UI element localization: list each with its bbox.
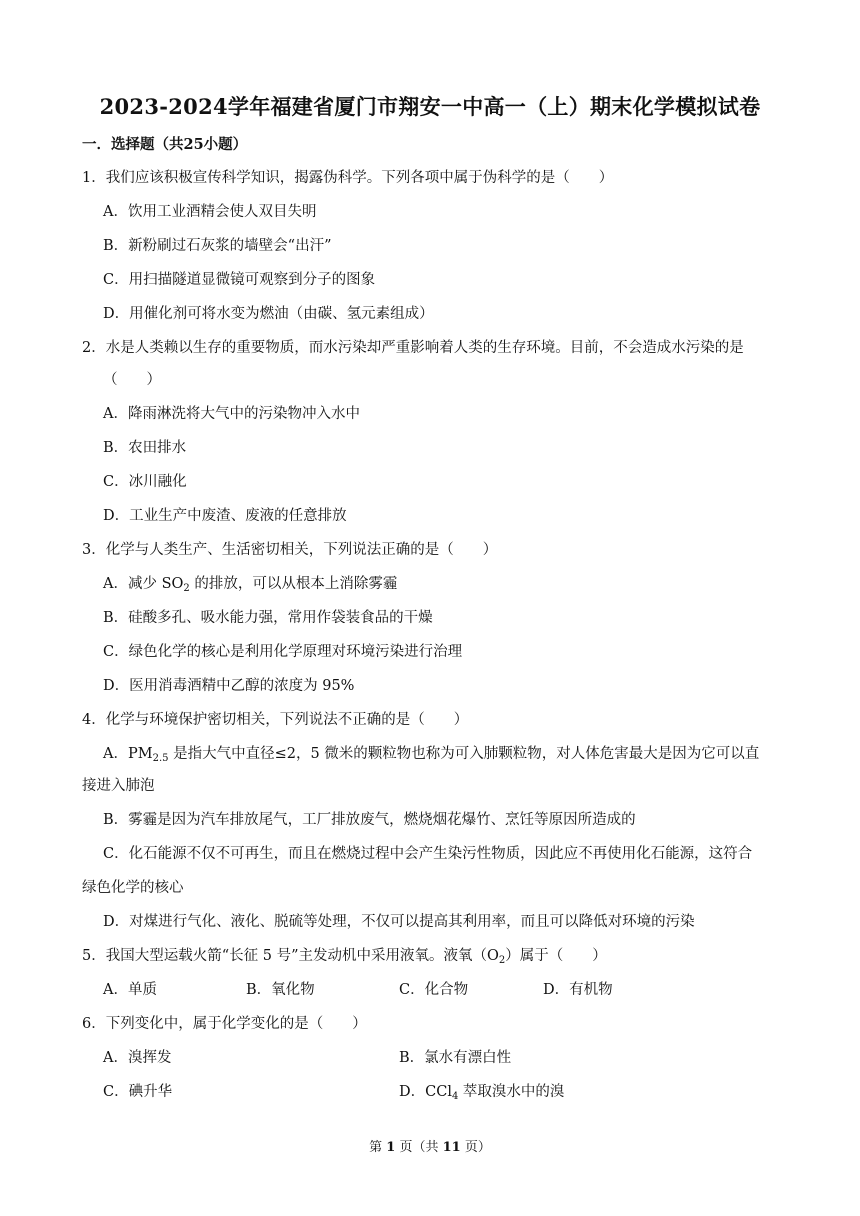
- question-5-option-a: A．单质: [103, 982, 157, 998]
- question-3-option-a-text-end: 的排放，可以从根本上消除雾霾: [189, 576, 398, 592]
- question-4-option-a-text: A．PM: [103, 746, 153, 762]
- question-4-option-c: C．化石能源不仅不可再生，而且在燃烧过程中会产生染污性物质，因此应不再使用化石能源，这符合: [103, 846, 753, 862]
- question-3-option-c: C．绿色化学的核心是利用化学原理对环境污染进行治理: [103, 644, 463, 660]
- question-4-option-a-continued: 接进入肺泡: [82, 778, 155, 794]
- question-3-option-a: [103, 574, 397, 594]
- subscript: 2: [183, 583, 190, 594]
- question-3-option-a-text: A．减少 SO: [103, 576, 184, 592]
- exam-title: 2023-2024学年福建省厦门市翔安一中高一（上）期末化学模拟试卷: [99, 94, 761, 119]
- question-4-option-a-text-end: 是指大气中直径≤2，5 微米的颗粒物也称为可入肺颗粒物，对人体危害最大是因为它可以直: [168, 746, 760, 762]
- question-1-option-b: B．新粉刷过石灰浆的墙壁会“出汗”: [103, 238, 332, 254]
- question-6-option-b: B．氯水有漂白性: [399, 1050, 512, 1066]
- question-4-option-d: D．对煤进行气化、液化、脱硫等处理，不仅可以提高其利用率，而且可以降低对环境的污染: [103, 914, 695, 930]
- question-5-stem-text: 5．我国大型运载火箭“长征 5 号”主发动机中采用液氧。液氧（O: [82, 948, 499, 964]
- question-3-option-b: B．硅酸多孔、吸水能力强，常用作袋装食品的干燥: [103, 610, 433, 626]
- subscript: 4: [451, 1091, 459, 1102]
- page-total: 11: [442, 1140, 461, 1155]
- question-5-option-d: D．有机物: [543, 982, 613, 998]
- question-5-stem: [82, 946, 607, 966]
- page-footer: [0, 1136, 860, 1155]
- question-5-stem-text-end: ）属于（ ）: [505, 948, 607, 964]
- question-6-option-d-text: D．CCl: [399, 1084, 452, 1100]
- question-1-option-c: C．用扫描隧道显微镜可观察到分子的图象: [103, 272, 376, 288]
- question-4-stem: 4．化学与环境保护密切相关，下列说法不正确的是（ ）: [82, 712, 469, 728]
- question-6-option-d-text-end: 萃取溴水中的溴: [458, 1084, 565, 1100]
- question-6-option-a: A．溴挥发: [103, 1050, 172, 1066]
- question-1-stem: 1．我们应该积极宣传科学知识，揭露伪科学。下列各项中属于伪科学的是（ ）: [82, 170, 614, 186]
- footer-suffix: 页）: [460, 1140, 491, 1155]
- question-4-option-a: [103, 744, 759, 764]
- subscript: 2.5: [152, 753, 169, 764]
- question-6-option-d: [399, 1082, 564, 1102]
- question-2-option-a: A．降雨淋洗将大气中的污染物冲入水中: [103, 406, 360, 422]
- question-2-stem-continued: （ ）: [103, 372, 161, 388]
- question-5-option-b: B．氧化物: [246, 982, 315, 998]
- footer-prefix: 第: [369, 1140, 387, 1155]
- question-2-option-d: D．工业生产中废渣、废液的任意排放: [103, 508, 347, 524]
- question-3-stem: 3．化学与人类生产、生活密切相关，下列说法正确的是（ ）: [82, 542, 498, 558]
- question-5-option-c: C．化合物: [399, 982, 469, 998]
- question-2-stem: 2．水是人类赖以生存的重要物质，而水污染却严重影响着人类的生存环境。目前，不会造成水污染的是: [82, 340, 744, 356]
- footer-middle: 页（共: [395, 1140, 443, 1155]
- question-6-stem: 6．下列变化中，属于化学变化的是（ ）: [82, 1016, 367, 1032]
- question-1-option-a: A．饮用工业酒精会使人双目失明: [103, 204, 317, 220]
- question-2-option-c: C．冰川融化: [103, 474, 187, 490]
- question-6-option-c: C．碘升华: [103, 1084, 173, 1100]
- question-2-option-b: B．农田排水: [103, 440, 187, 456]
- question-4-option-b: B．雾霾是因为汽车排放尾气，工厂排放废气，燃烧烟花爆竹、烹饪等原因所造成的: [103, 812, 636, 828]
- section-heading: 一．选择题（共25小题）: [82, 136, 248, 153]
- question-4-option-c-continued: 绿色化学的核心: [82, 880, 184, 896]
- question-1-option-d: D．用催化剂可将水变为燃油（由碳、氢元素组成）: [103, 306, 434, 322]
- page-number: 1: [386, 1140, 396, 1155]
- question-3-option-d: D．医用消毒酒精中乙醇的浓度为 95%: [103, 678, 355, 694]
- subscript: 2: [498, 955, 506, 966]
